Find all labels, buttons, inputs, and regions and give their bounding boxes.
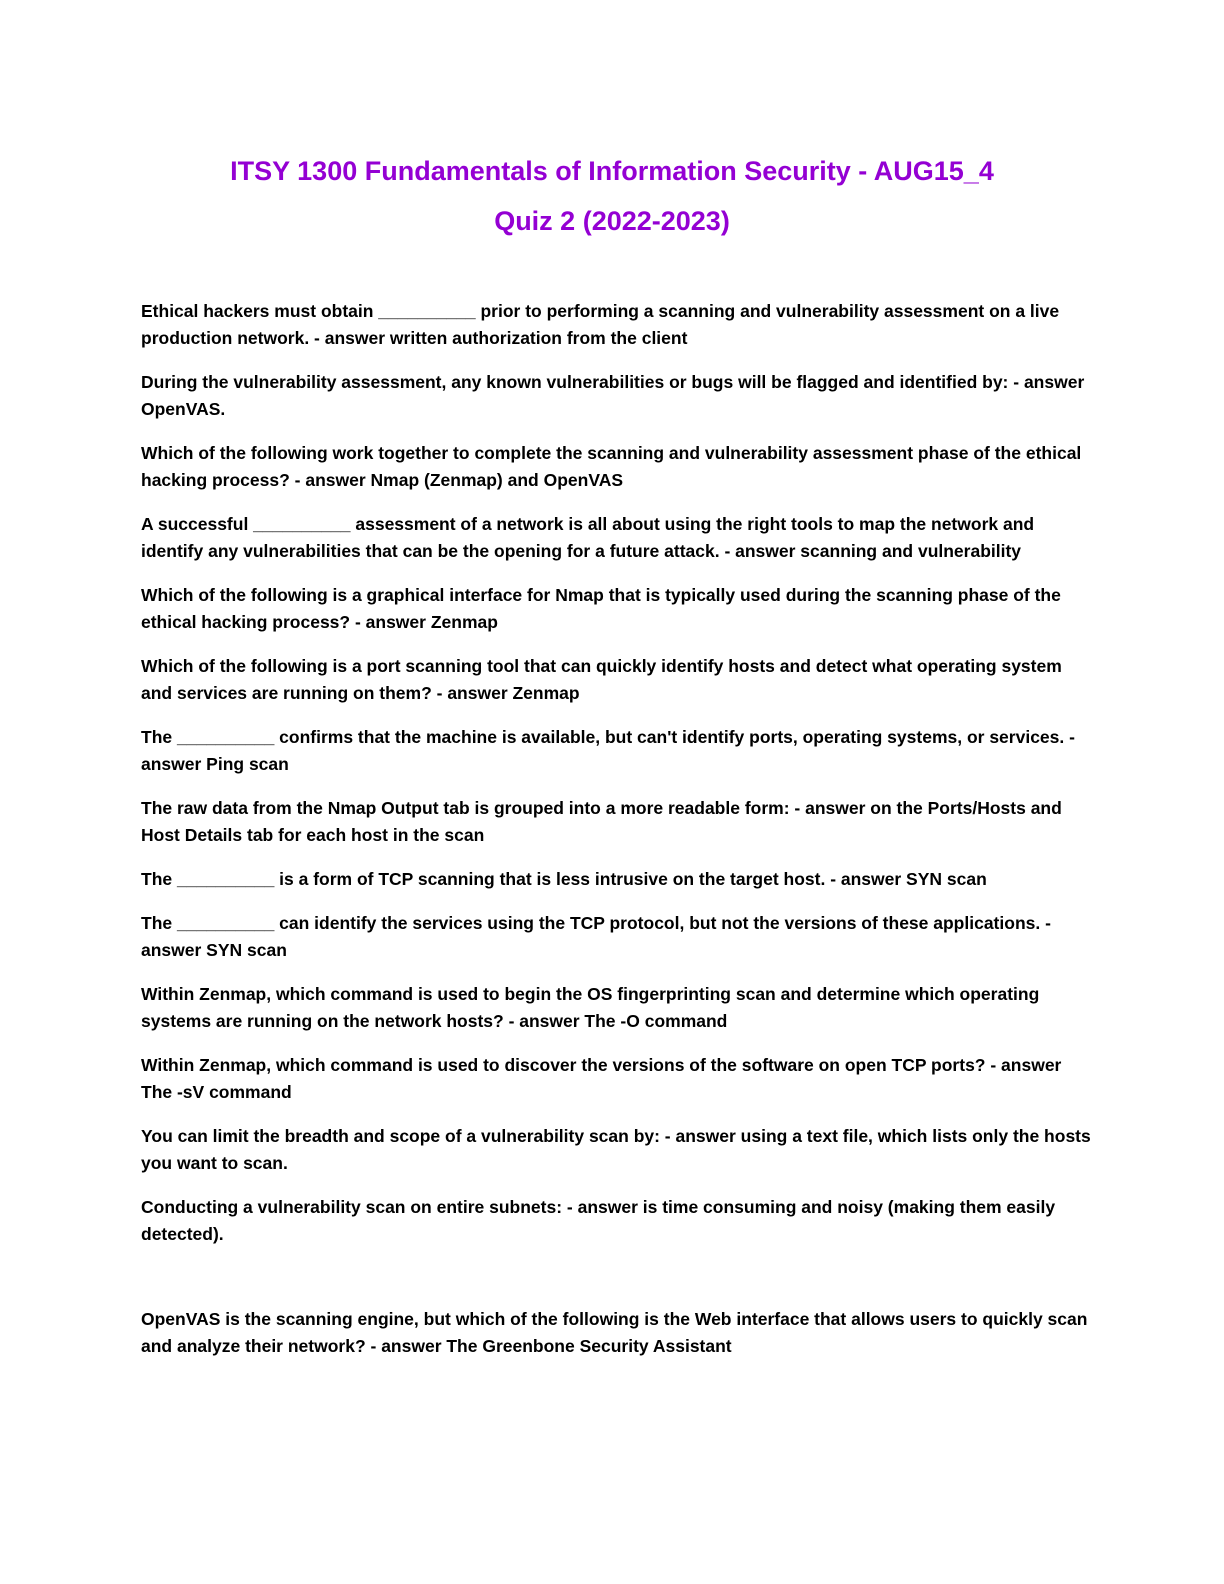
qa-paragraph-5: Which of the following is a graphical interface for Nmap that is typically used during the scanning phase of the ethical hacking process? - answer Zenmap bbox=[141, 585, 1061, 632]
qa-paragraph-7: The __________ confirms that the machine is available, but can't identify ports, operating systems, or services. - answer Ping scan bbox=[141, 727, 1075, 774]
qa-paragraph-4: A successful __________ assessment of a network is all about using the right tools to map the network and identify any vulnerabilities that can be the opening for a future attack. - answer scanning and vulnerability bbox=[141, 514, 1035, 561]
document-title bbox=[0, 146, 1224, 246]
qa-paragraph-13: You can limit the breadth and scope of a vulnerability scan by: - answer using a text file, which lists only the hosts you want to scan. bbox=[141, 1126, 1091, 1173]
qa-paragraph-15: OpenVAS is the scanning engine, but which of the following is the Web interface that allows users to quickly scan and analyze their network? - answer The Greenbone Security Assistant bbox=[141, 1309, 1088, 1356]
document-title-line1: ITSY 1300 Fundamentals of Information Security - AUG15_4 bbox=[230, 156, 994, 186]
qa-paragraph-1: Ethical hackers must obtain __________ prior to performing a scanning and vulnerability assessment on a live production network. - answer written authorization from the client bbox=[141, 301, 1060, 348]
quiz-content bbox=[141, 298, 1094, 1360]
qa-paragraph-3: Which of the following work together to complete the scanning and vulnerability assessment phase of the ethical hacking process? - answer Nmap (Zenmap) and OpenVAS bbox=[141, 443, 1082, 490]
document-title-line2: Quiz 2 (2022-2023) bbox=[494, 206, 730, 236]
qa-paragraph-14: Conducting a vulnerability scan on entire subnets: - answer is time consuming and noisy (making them easily detected). bbox=[141, 1197, 1056, 1244]
qa-paragraph-10: The __________ can identify the services using the TCP protocol, but not the versions of these applications. - answer SYN scan bbox=[141, 913, 1051, 960]
qa-paragraph-11: Within Zenmap, which command is used to begin the OS fingerprinting scan and determine which operating systems are running on the network hosts? - answer The -O command bbox=[141, 984, 1040, 1031]
qa-paragraph-8: The raw data from the Nmap Output tab is grouped into a more readable form: - answer on the Ports/Hosts and Host Details tab for each host in the scan bbox=[141, 798, 1062, 845]
qa-paragraph-12: Within Zenmap, which command is used to discover the versions of the software on open TCP ports? - answer The -sV command bbox=[141, 1055, 1062, 1102]
qa-paragraph-6: Which of the following is a port scanning tool that can quickly identify hosts and detect what operating system and services are running on them? - answer Zenmap bbox=[141, 656, 1062, 703]
qa-paragraph-9: The __________ is a form of TCP scanning that is less intrusive on the target host. - answer SYN scan bbox=[141, 869, 987, 889]
qa-paragraph-2: During the vulnerability assessment, any known vulnerabilities or bugs will be flagged and identified by: - answer OpenVAS. bbox=[141, 372, 1085, 419]
